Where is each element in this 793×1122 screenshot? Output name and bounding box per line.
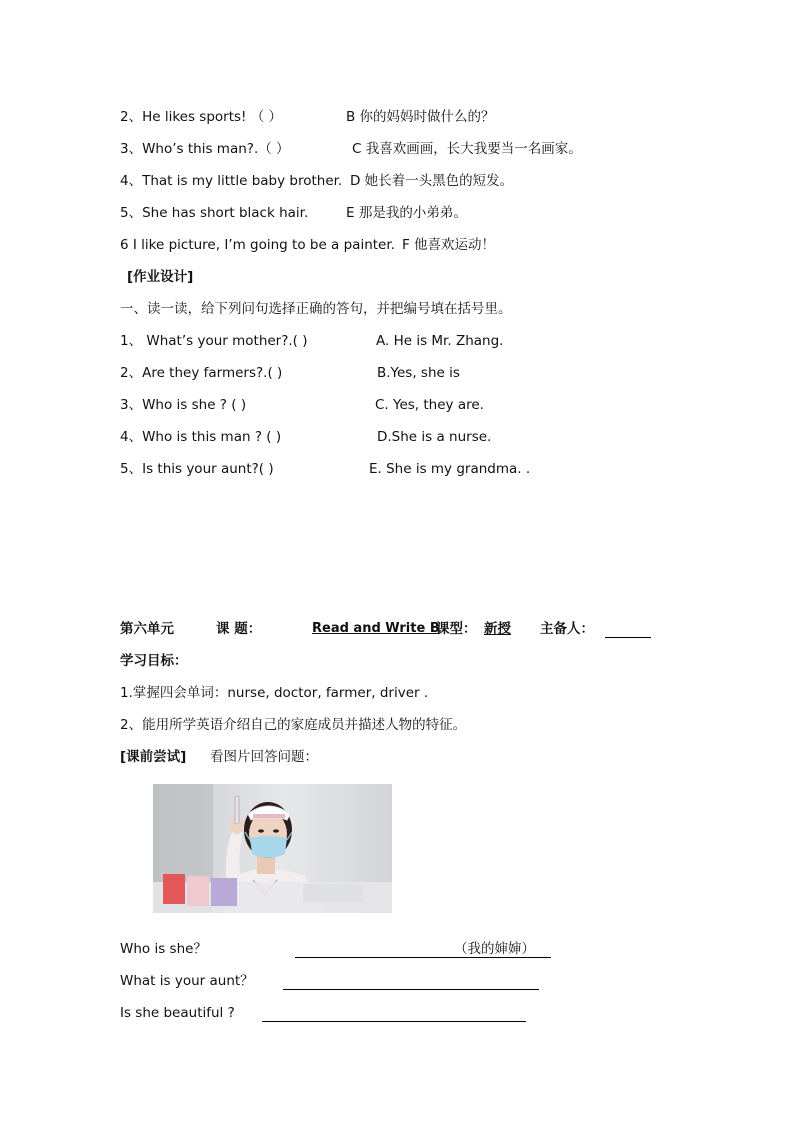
question-text: Who is she？ xyxy=(120,941,207,957)
answer-blank[interactable] xyxy=(262,1005,526,1022)
homework-question: 3、Who is she ? ( ) xyxy=(120,397,247,413)
type-label: 课型： xyxy=(436,621,477,637)
homework-question: 2、Are they farmers?.( ) xyxy=(120,365,283,381)
matching-question: 5、She has short black hair. xyxy=(120,205,309,221)
answer-blank[interactable] xyxy=(283,973,539,990)
matching-answer: F 他喜欢运动！ xyxy=(402,237,496,253)
unit-label: 第六单元 xyxy=(120,621,174,637)
question-text: Is she beautiful ? xyxy=(120,1005,235,1021)
homework-answer: A. He is Mr. Zhang. xyxy=(376,333,504,349)
matching-answer: B 你的妈妈时做什么的？ xyxy=(346,109,495,125)
preparer-label: 主备人： xyxy=(540,621,594,637)
homework-answer: B.Yes, she is xyxy=(377,365,460,381)
homework-heading: [作业设计] xyxy=(127,269,194,285)
homework-question: 1、 What’s your mother?.( ) xyxy=(120,333,308,349)
matching-answer: E 那是我的小弟弟。 xyxy=(346,205,467,221)
nurse-illustration xyxy=(153,784,392,913)
topic-value: Read and Write B xyxy=(312,621,440,636)
goal-item: 1.掌握四会单词：nurse, doctor, farmer, driver . xyxy=(120,685,429,701)
matching-answer: C 我喜欢画画，长大我要当一名画家。 xyxy=(352,141,582,157)
homework-question: 4、Who is this man ? ( ) xyxy=(120,429,282,445)
homework-answer: C. Yes, they are. xyxy=(375,397,484,413)
homework-question: 5、Is this your aunt?( ) xyxy=(120,461,274,477)
preparer-blank[interactable] xyxy=(605,621,651,638)
pretry-label: [课前尝试] xyxy=(120,749,187,765)
matching-question: 6 I like picture, I’m going to be a painter. xyxy=(120,237,395,253)
matching-question: 4、That is my little baby brother. xyxy=(120,173,343,189)
type-value: 新授 xyxy=(484,621,511,637)
nurse-photo xyxy=(153,784,392,913)
question-hint: （我的婶婶） xyxy=(454,941,535,957)
homework-instruction: 一、读一读，给下列问句选择正确的答句，并把编号填在括号里。 xyxy=(120,301,512,317)
goal-item: 2、能用所学英语介绍自己的家庭成员并描述人物的特征。 xyxy=(120,717,467,733)
pretry-text: 看图片回答问题： xyxy=(210,749,318,765)
homework-answer: D.She is a nurse. xyxy=(377,429,492,445)
matching-question: 2、He likes sports! （ ） xyxy=(120,109,283,125)
topic-label: 课 题： xyxy=(216,621,262,637)
homework-answer: E. She is my grandma. . xyxy=(369,461,531,477)
goals-heading: 学习目标： xyxy=(120,653,188,669)
question-text: What is your aunt？ xyxy=(120,973,254,989)
matching-answer: D 她长着一头黑色的短发。 xyxy=(350,173,514,189)
matching-question: 3、Who’s this man?.（ ） xyxy=(120,141,290,157)
